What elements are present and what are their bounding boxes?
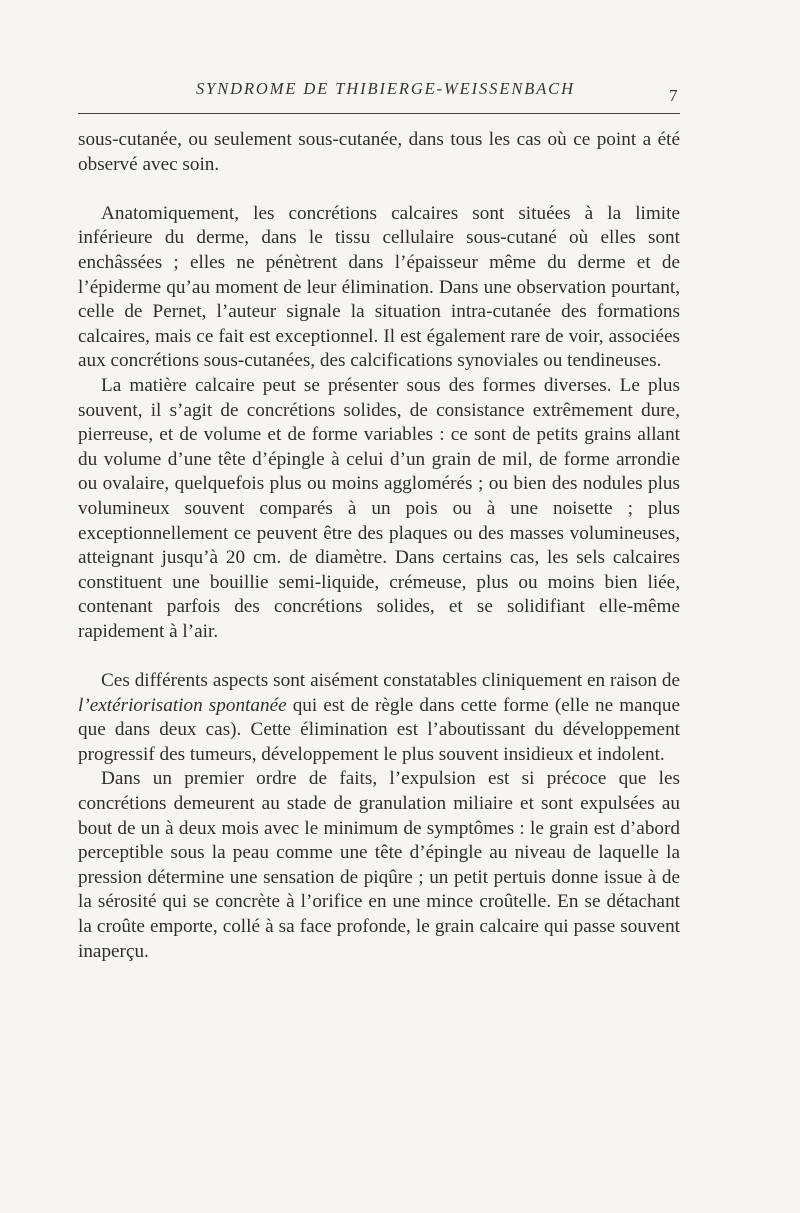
- paragraph-text-after-emphasis: qui est de règle dans cette forme (elle ne manque que dans deux cas). Cette élimination est l’aboutissant du développement progressif des tumeurs, développement le plus souvent insidieux et indolent.: [78, 694, 681, 765]
- paragraph-continued: sous-cutanée, ou seulement sous-cutanée, dans tous les cas où ce point a été observé avec soin.: [78, 129, 680, 175]
- paragraph-calcareous-matter: La matière calcaire peut se présenter sous des formes diverses. Le plus souvent, il s’agit de concrétions solides, de consistance extrêmement dure, pierreuse, et de volume et de forme variables : ce sont de petits grains allant du volume d’une tête d’épingle à celui d’un grain de mil, de forme arrondie ou ovalaire, quelquefois plus ou moins agglomérés ; ou bien des nodules plus volumineux souvent comparés à un pois ou à une noisette ; plus exceptionnellement ce peuvent être des plaques ou des masses volumineuses, atteignant jusqu’à 20 cm. de diamètre. Dans certains cas, les sels calcaires constituent une bouillie semi-liquide, crémeuse, plus ou moins bien liée, contenant parfois des concrétions solides, et se solidifiant elle-même rapidement à l’air.: [78, 374, 680, 642]
- emphasized-term: l’extériorisation spontanée: [78, 694, 287, 716]
- header-rule: [78, 113, 680, 114]
- paragraph-clinical-aspects: [78, 669, 680, 767]
- page-body: [78, 128, 680, 964]
- paragraph-text-before-emphasis: Ces différents aspects sont aisément constatables cliniquement en raison de: [101, 670, 680, 692]
- running-title: SYNDROME DE THIBIERGE-WEISSENBACH: [196, 79, 575, 98]
- paragraph-expulsion: Dans un premier ordre de faits, l’expulsion est si précoce que les concrétions demeurent au stade de granulation miliaire et sont expulsées au bout de un à deux mois avec le minimum de symptômes : le grain est d’abord perceptible sous la peau comme une tête d’épingle au niveau de laquelle la pression détermine une sensation de piqûre ; un petit pertuis donne issue à de la sérosité qui se concrète à l’orifice en une mince croûtelle. En se détachant la croûte emporte, collé à sa face profonde, le grain calcaire qui passe souvent inaperçu.: [78, 768, 680, 962]
- paragraph-anatomy: Anatomiquement, les concrétions calcaires sont situées à la limite inférieure du derme, dans le tissu cellulaire sous-cutané où elles sont enchâssées ; elles ne pénètrent dans l’épaisseur même du derme et de l’épiderme qu’au moment de leur élimination. Dans une observation pourtant, celle de Pernet, l’auteur signale la situation intra-cutanée des formations calcaires, mais ce fait est exceptionnel. Il est également rare de voir, associées aux concrétions sous-cutanées, des calcifications synoviales ou tendineuses.: [78, 202, 680, 372]
- page-number: 7: [669, 86, 678, 105]
